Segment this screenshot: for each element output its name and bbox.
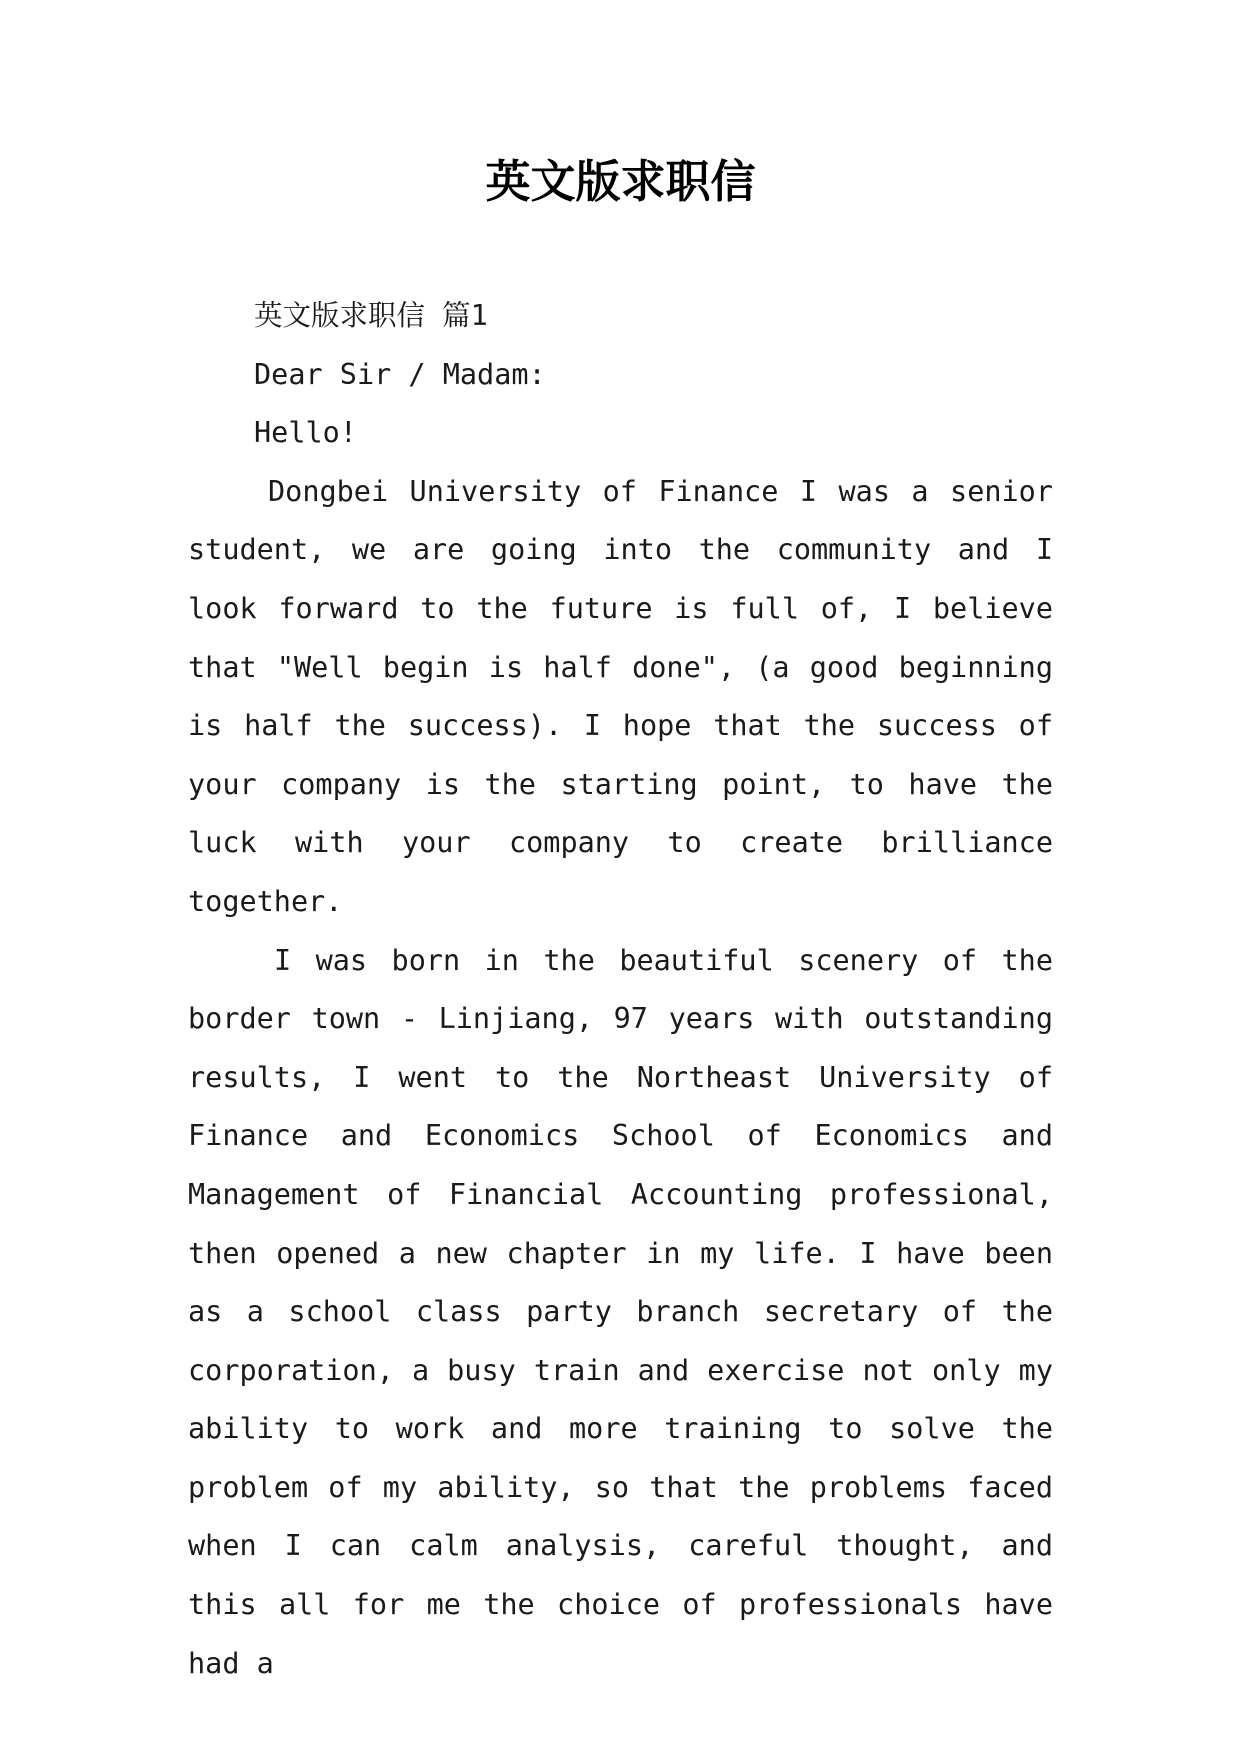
document-body [188, 287, 1053, 1693]
paragraph-1: Dongbei University of Finance I was a senior student, we are going into the community and I look forward to the future is full of, I believe that "Well begin is half done", (a good beginning is half the success). I hope that the success of your company is the starting point, to have the luck with your company to create brilliance together. [188, 474, 1053, 918]
section-heading: 英文版求职信 篇1 [254, 299, 488, 332]
paragraph-2: I was born in the beautiful scenery of the border town - Linjiang, 97 years with outstanding results, I went to the Northeast University of Finance and Economics School of Economics and Management of Financial Accounting professional, then opened a new chapter in my life. I have been as a school class party branch secretary of the corporation, a busy train and exercise not only my ability to work and more training to solve the problem of my ability, so that the problems faced when I can calm analysis, careful thought, and this all for me the choice of professionals have had a [188, 943, 1053, 1680]
greeting: Hello! [254, 416, 357, 450]
document-title: 英文版求职信 [485, 155, 756, 208]
salutation: Dear Sir / Madam: [254, 357, 546, 391]
